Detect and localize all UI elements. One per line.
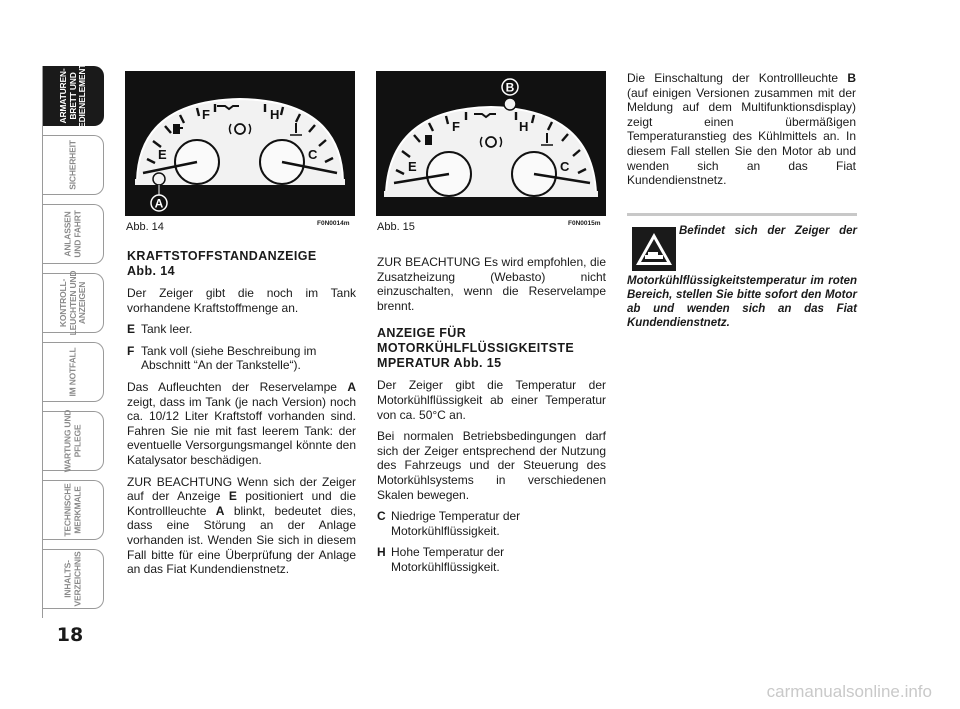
list-item <box>127 322 356 337</box>
tab-label: INHALTS- VERZEICHNIS <box>62 551 82 607</box>
item-text: Niedrige Temperatur der Motorkühlflüssigkeit. <box>391 509 521 538</box>
column-2 <box>377 255 606 582</box>
gauge-label-hot: H <box>519 119 529 134</box>
tab-anlassen[interactable] <box>42 204 104 264</box>
chapter-tabs <box>42 58 104 618</box>
warning-text: Befindet sich der Zeiger der Motorkühlflüssigkeitstemperatur im roten Bereich, stellen Sie bitte sofort den Motor ab und wenden sich an das Fiat Kundendienstnetz. <box>627 225 857 329</box>
tab-inhaltsverzeichnis[interactable] <box>42 549 104 609</box>
tab-label: SICHERHEIT <box>66 140 77 190</box>
gauge-label-hot: H <box>270 107 280 122</box>
tab-label: WARTUNG UND PFLEGE <box>62 409 82 473</box>
gauge-label-cold: C <box>308 147 318 162</box>
gauge-label-empty: E <box>408 159 417 174</box>
column-3 <box>627 71 856 195</box>
page-number: 18 <box>56 624 84 646</box>
fuel-gauge-intro: Der Zeiger gibt die noch im Tank vorhandene Kraftstoffmenge an. <box>127 286 356 315</box>
tab-kontrollleuchten[interactable] <box>42 270 104 336</box>
item-text: Hohe Temperatur der Motorkühlflüssigkeit. <box>391 545 505 574</box>
fuel-pump-icon <box>425 135 432 145</box>
webasto-note: ZUR BEACHTUNG Es wird empfohlen, die Zusatzheizung (Webasto) nicht einzuschalten, wenn die Reservelampe brennt. <box>377 255 606 313</box>
marker-b-label: B <box>505 80 515 95</box>
coolant-gauge-heading: ANZEIGE FÜR MOTORKÜHLFLÜSSIGKEITSTE MPERATUR Abb. 15 <box>377 326 575 371</box>
column-1 <box>127 249 356 584</box>
item-key: F <box>127 343 135 358</box>
tab-label: IM NOTFALL <box>66 347 77 397</box>
figure-14-fuel-gauge <box>125 71 355 216</box>
tab-label: KONTROLL- LEUCHTEN UND ANZEIGEN <box>57 270 87 336</box>
warning-box <box>627 213 857 330</box>
coolant-normal-conditions: Bei normalen Betriebsbedingungen darf sich der Zeiger entsprechend der Nutzung des Fahrzeugs und der Steuerung des Motorkühlsystems in verschiedenen Skalen bewegen. <box>377 429 606 502</box>
fuel-gauge-heading: KRAFTSTOFFSTANDANZEIGE Abb. 14 <box>127 249 317 278</box>
item-text: Tank leer. <box>141 322 193 337</box>
coolant-intro: Der Zeiger gibt die Temperatur der Motorkühlflüssigkeit ab einer Temperatur von ca. 50°C an. <box>377 378 606 422</box>
sidebar-divider <box>42 66 43 618</box>
reserve-lamp-paragraph: Das Aufleuchten der Reservelampe A zeigt, dass im Tank (je nach Version) noch ca. 10/12 Liter Kraftstoff vorhanden sind. Fahren Sie nie mit fast leerem Tank: der eventuelle Versorgungsmangel könnte den Katalysator beschädigen. <box>127 379 356 467</box>
figure-14-code: F0N0014m <box>317 220 350 227</box>
fuel-warning-paragraph: ZUR BEACHTUNG Wenn sich der Zeiger auf der Anzeige E positioniert und die Kontrollleuchte A blinkt, bedeutet dies, dass eine Störung an der Anlage vorhanden ist. Wenden Sie sich in diesem Fall bitte für eine Überprüfung der Anlage an das Fiat Kundendienstnetz. <box>127 474 356 577</box>
tab-armaturenbrett[interactable] <box>42 58 104 134</box>
gauge-label-full: F <box>452 119 460 134</box>
gauge-label-empty: E <box>158 147 167 162</box>
list-item <box>127 344 356 373</box>
list-item <box>377 545 606 574</box>
tab-label: TECHNISCHE MERKMALE <box>62 483 82 537</box>
tab-technische-merkmale[interactable] <box>42 480 104 540</box>
watermark: carmanualsonline.info <box>766 682 932 701</box>
tab-label: ANLASSEN UND FAHRT <box>62 210 82 258</box>
gauge-label-full: F <box>202 107 210 122</box>
figure-14-caption: Abb. 14 <box>126 221 164 233</box>
warning-triangle-icon <box>632 227 676 271</box>
item-key: H <box>377 545 386 560</box>
marker-a-label: A <box>154 196 164 211</box>
tab-wartung[interactable] <box>42 411 104 471</box>
figure-15-code: F0N0015m <box>568 220 601 227</box>
tab-label: ARMATUREN- BRETT UND BEDIENELEMENTE <box>57 58 87 134</box>
tab-sicherheit[interactable] <box>42 135 104 195</box>
list-item <box>377 509 606 538</box>
warning-lamp-b-paragraph: Die Einschaltung der Kontrollleuchte B (auf einigen Versionen zusammen mit der Meldung auf dem Multifunktionsdisplay) zeigt einen übermäßigen Temperaturanstieg des Kühlmittels an. In diesem Fall stellen Sie den Motor ab und wenden sich an das Fiat Kundendienstnetz. <box>627 71 856 188</box>
item-key: E <box>127 322 136 337</box>
item-key: C <box>377 509 386 524</box>
tab-im-notfall[interactable] <box>42 342 104 402</box>
gauge-label-cold: C <box>560 159 570 174</box>
figure-15-caption: Abb. 15 <box>377 221 415 233</box>
figure-15-temperature-gauge <box>376 71 606 216</box>
item-text: Tank voll (siehe Beschreibung im Abschnitt “An der Tankstelle“). <box>141 343 317 373</box>
